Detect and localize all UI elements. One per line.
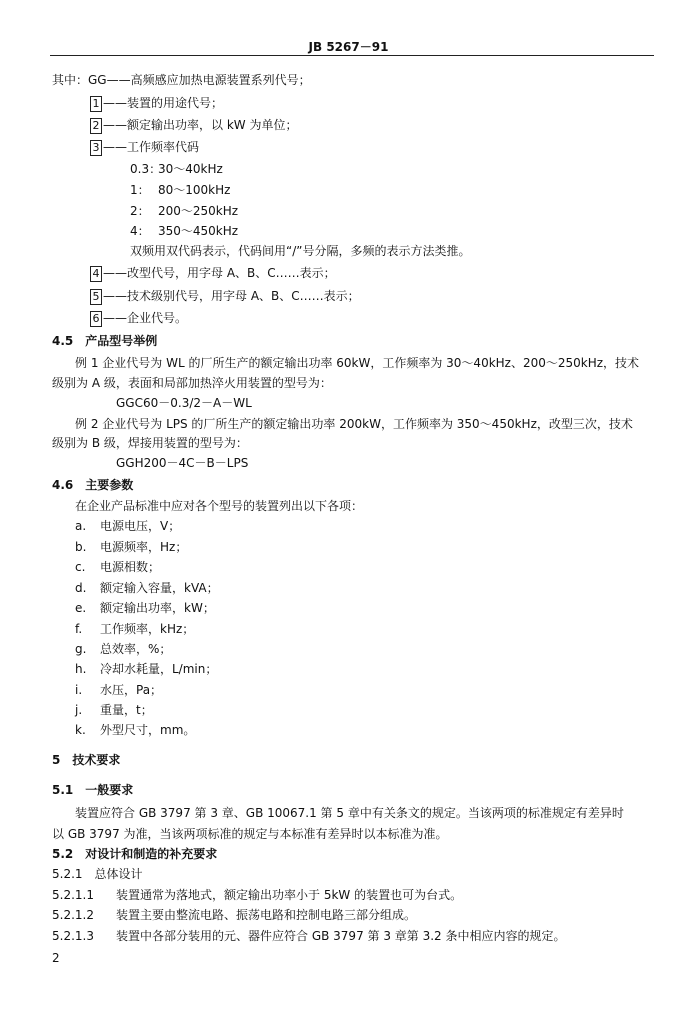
section-5-1-line-1: 装置应符合 GB 3797 第 3 章、GB 10067.1 第 5 章中有关条文的规定。当该两项的标准规定有差异时: [75, 806, 624, 820]
example-2-line-2: 级别为 B 级，焊接用装置的型号为：: [52, 436, 248, 450]
parameter-letter: d.: [75, 581, 87, 595]
freq-code-row: [130, 203, 238, 219]
parameter-item: [75, 559, 160, 575]
parameter-item: [75, 518, 180, 534]
freq-range: 350～450kHz: [158, 224, 239, 238]
item-text: ——技术级别代号，用字母 A、B、C……表示；: [103, 289, 360, 303]
item-text: ——改型代号，用字母 A、B、C……表示；: [103, 266, 336, 280]
parameter-letter: i.: [75, 683, 83, 697]
example-1-model: GGC60－0.3/2－A－WL: [116, 396, 252, 410]
example-1-line-2: 级别为 A 级，表面和局部加热淬火用装置的型号为：: [52, 376, 332, 390]
item-number-box: 1: [90, 96, 102, 112]
clause-text: 装置主要由整流电路、振荡电路和控制电路三部分组成。: [116, 908, 417, 922]
parameter-item: [75, 641, 171, 657]
parameter-item: [75, 580, 219, 596]
parameter-letter: f.: [75, 622, 83, 636]
freq-range: 80～100kHz: [158, 183, 231, 197]
designation-item-5: [90, 288, 360, 305]
section-4-5-heading: 4.5 产品型号举例: [52, 334, 158, 348]
designation-item-4: [90, 265, 336, 282]
parameter-text: 总效率，%；: [100, 642, 172, 656]
freq-code: 1：: [130, 183, 150, 197]
designation-item-3: [90, 139, 199, 156]
item-text: ——装置的用途代号；: [103, 96, 224, 110]
freq-code: 0.3：: [130, 162, 162, 176]
clause-number: 5.2.1.1: [52, 888, 94, 902]
parameter-item: [75, 702, 153, 718]
section-5-2-1-1: [52, 887, 462, 903]
parameter-text: 额定输出功率，kW；: [100, 601, 215, 615]
example-2-line-1: 例 2 企业代号为 LPS 的厂所生产的额定输出功率 200kW，工作频率为 350～450kHz，改型三次，技术: [75, 417, 633, 431]
parameter-text: 电源频率，Hz；: [100, 540, 188, 554]
designation-item-2: [90, 117, 297, 134]
parameter-text: 工作频率，kHz；: [100, 622, 195, 636]
example-1-line-1: 例 1 企业代号为 WL 的厂所生产的额定输出功率 60kW，工作频率为 30～40kHz、200～250kHz，技术: [75, 356, 640, 370]
parameter-item: [75, 722, 195, 738]
section-4-6-heading: 4.6 主要参数: [52, 478, 134, 492]
parameter-item: [75, 539, 187, 555]
item-number-box: 6: [90, 311, 102, 327]
freq-code-row: [130, 161, 223, 177]
freq-code-row: [130, 182, 230, 198]
freq-code: 2：: [130, 204, 150, 218]
example-2-model: GGH200－4C－B－LPS: [116, 456, 249, 470]
item-text: ——企业代号。: [103, 311, 188, 325]
designation-item-1: [90, 95, 223, 112]
header-rule: [50, 55, 654, 56]
parameter-letter: j.: [75, 703, 83, 717]
section-5-2-1-3: [52, 928, 566, 944]
item-text: ——额定输出功率，以 kW 为单位；: [103, 118, 298, 132]
parameter-text: 外型尺寸，mm。: [100, 723, 196, 737]
designation-item-6: [90, 310, 187, 327]
item-text: ——工作频率代码: [103, 140, 200, 154]
page-number: 2: [52, 951, 60, 965]
parameters-intro: 在企业产品标准中应对各个型号的装置列出以下各项：: [75, 499, 364, 513]
section-5-heading: 5 技术要求: [52, 753, 121, 767]
item-number-box: 3: [90, 140, 102, 156]
parameter-item: [75, 600, 215, 616]
section-5-2-1-heading: 5.2.1 总体设计: [52, 867, 143, 881]
freq-range: 200～250kHz: [158, 204, 239, 218]
parameter-letter: e.: [75, 601, 87, 615]
parameter-text: 额定输入容量，kVA；: [100, 581, 219, 595]
parameter-letter: c.: [75, 560, 86, 574]
parameter-item: [75, 621, 194, 637]
parameter-letter: k.: [75, 723, 86, 737]
freq-range: 30～40kHz: [158, 162, 223, 176]
freq-code: 4：: [130, 224, 150, 238]
parameter-letter: b.: [75, 540, 87, 554]
section-5-1-heading: 5.1 一般要求: [52, 783, 134, 797]
parameter-item: [75, 661, 217, 677]
parameter-text: 电源相数；: [100, 560, 161, 574]
freq-code-row: [130, 223, 238, 239]
section-5-2-heading: 5.2 对设计和制造的补充要求: [52, 847, 218, 861]
dual-frequency-note: 双频用双代码表示，代码间用“/”号分隔，多频的表示方法类推。: [130, 244, 471, 258]
parameter-letter: h.: [75, 662, 87, 676]
clause-text: 装置中各部分装用的元、器件应符合 GB 3797 第 3 章第 3.2 条中相应内容的规定。: [116, 929, 566, 943]
page-header: JB 5267－91: [308, 40, 389, 54]
section-5-1-line-2: 以 GB 3797 为准，当该两项标准的规定与本标准有差异时以本标准为准。: [52, 827, 448, 841]
parameter-text: 电源电压，V；: [100, 519, 181, 533]
parameter-text: 水压，Pa；: [100, 683, 163, 697]
clause-number: 5.2.1.3: [52, 929, 94, 943]
parameter-letter: g.: [75, 642, 87, 656]
item-number-box: 4: [90, 266, 102, 282]
item-number-box: 2: [90, 118, 102, 134]
clause-number: 5.2.1.2: [52, 908, 94, 922]
parameter-text: 冷却水耗量，L/min；: [100, 662, 218, 676]
clause-text: 装置通常为落地式，额定输出功率小于 5kW 的装置也可为台式。: [116, 888, 463, 902]
designation-intro: 其中：GG——高频感应加热电源装置系列代号；: [52, 73, 311, 87]
parameter-text: 重量，t；: [100, 703, 153, 717]
section-5-2-1-2: [52, 907, 416, 923]
parameter-item: [75, 682, 162, 698]
parameter-letter: a.: [75, 519, 87, 533]
item-number-box: 5: [90, 289, 102, 305]
